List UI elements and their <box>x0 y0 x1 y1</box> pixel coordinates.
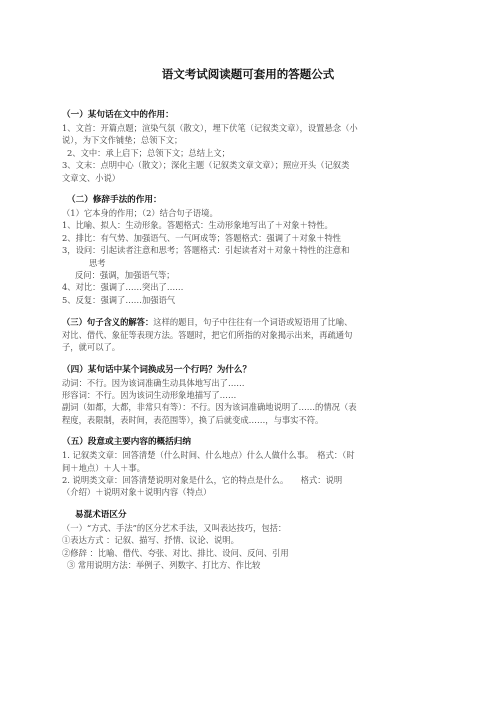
text-line: （一）“方式、手法”的区分艺术手法，又叫表达技巧，包括： <box>62 522 287 533</box>
section-heading: （二）修辞手法的作用： <box>67 195 162 206</box>
section-word-replacement <box>62 364 452 427</box>
text-line: 文章文、小说） <box>62 172 121 183</box>
section-heading: （一）某句话在文中的作用： <box>62 110 174 120</box>
text-line: 4、对比：强调了……突出了…… <box>62 282 184 293</box>
text-line: 间＋地点）＋人＋事。 <box>62 462 145 473</box>
text-line: 2. 说明类文章：回答清楚说明对象是什么，它的特点是什么。 格式：说明 <box>62 474 343 485</box>
text-line: （介绍）＋说明对象＋说明内容（特点） <box>62 487 212 498</box>
text-line: 形容词：不行。因为该词生动形象地描写了…… <box>62 389 237 400</box>
section-terms <box>62 509 452 572</box>
text-line: 动词：不行。因为该词准确生动具体地写出了…… <box>62 377 245 388</box>
section-heading: （五）段意或主要内容的概括归纳 <box>62 437 191 448</box>
text-run: 这样的题目，句子中往往有一个词语或短语用了比喻、 <box>153 317 353 328</box>
section-sentence-meaning <box>62 316 452 353</box>
text-line: 副词（如都，大都，非常只有等）：不行。因为该词准确地说明了……的情况（表 <box>62 402 357 413</box>
text-line: 子，就可以了。 <box>62 342 121 353</box>
text-line: 2、文中：承上启下；总领下文；总结上文； <box>67 147 230 158</box>
text-line: 1. 记叙类文章：回答清楚（什么时间、什么地点）什么人做什么事。 格式：（时 <box>62 450 355 461</box>
text-line: 1、比喻、拟人：生动形象。答题格式：生动形象地写出了＋对象＋特性。 <box>62 220 333 231</box>
text-line: 5、反复：强调了……加强语气 <box>62 294 176 305</box>
text-line: （1）它本身的作用；（2）结合句子语境。 <box>62 208 218 219</box>
text-line: 反问：强调，加强语气等； <box>75 270 175 281</box>
document-body <box>62 109 452 581</box>
section-sentence-function <box>62 109 452 184</box>
text-line: ③ 常用说明方法：举例子、列数字、打比方、作比较 <box>67 559 261 570</box>
text-line: 3，设问：引起读者注意和思考；答题格式：引起读者对＋对象＋特性的注意和 <box>62 245 350 256</box>
text-line: 3、文末：点明中心（散文）；深化主题（记叙类文章文章）；照应开头（记叙类 <box>62 160 350 171</box>
text-line: 程度，表限制，表时间，表范围等），换了后就变成……，与事实不符。 <box>62 414 324 425</box>
text-line: ①表达方式 ：记叙、描写、抒情、议论、说明。 <box>62 535 239 546</box>
section-heading: （三）句子含义的解答： <box>62 317 154 328</box>
text-line: 思考 <box>89 257 106 268</box>
text-line: 对比、借代、象征等表现方法。答题时，把它们所指的对象揭示出来，再疏通句 <box>62 329 353 340</box>
section-rhetoric <box>62 194 452 306</box>
section-summary <box>62 436 452 499</box>
text-line: 1、文首：开篇点题；渲染气氛（散文），埋下伏笔（记叙类文章），设置悬念（小 <box>62 123 358 133</box>
document-title: 语文考试阅读题可套用的答题公式 <box>161 67 335 81</box>
section-heading: 易混术语区分 <box>75 509 127 520</box>
text-line <box>62 316 452 328</box>
text-line: 说），为下文作铺垫；总领下文； <box>62 135 183 146</box>
text-line: 2、排比：有气势、加强语气、一气呵成等；答题格式：强调了＋对象＋特性 <box>62 232 342 243</box>
text-line: ②修辞 ：比喻、借代、夸张、对比、排比、设问、反问、引用 <box>62 547 289 558</box>
section-heading: （四）某句话中某个词换成另一个行吗？为什么？ <box>62 364 252 375</box>
